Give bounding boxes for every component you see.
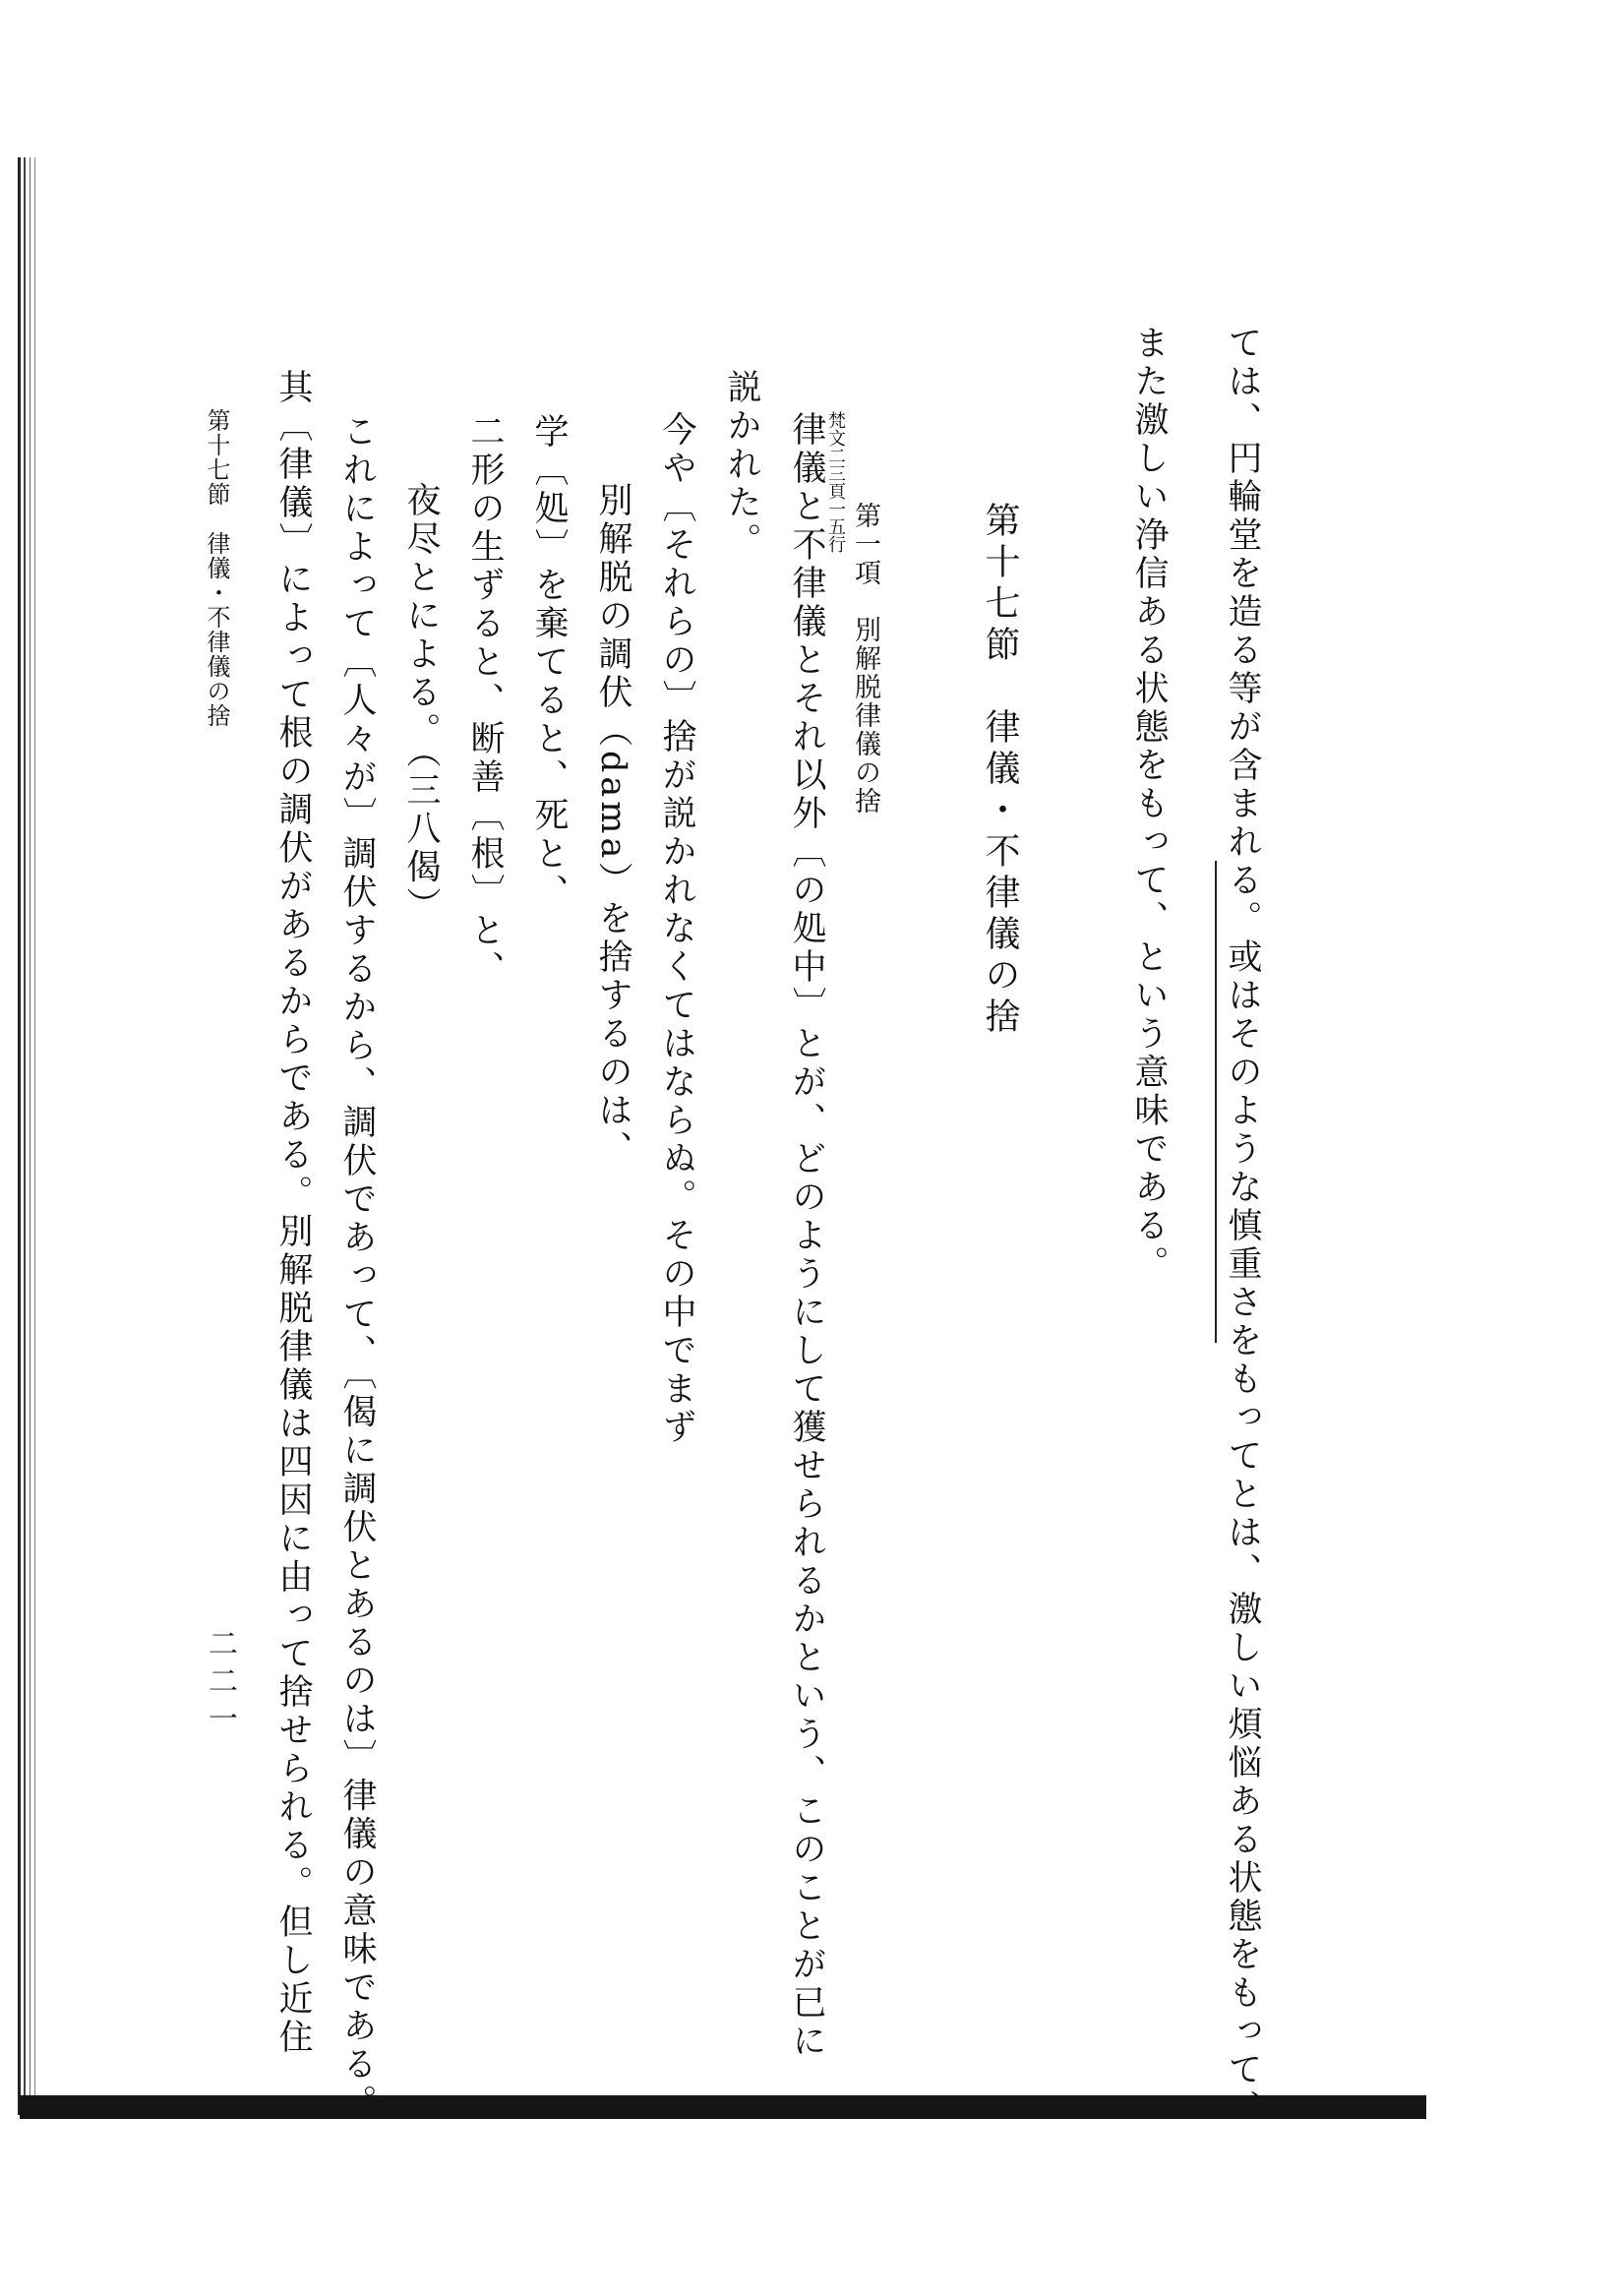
text-line: 今や〔それらの〕捨が説かれなくてはならぬ。その中でまず (657, 411, 696, 1447)
verse-text: 学〔処〕を棄てると、死と、 (529, 413, 569, 912)
text-line: また激しい浄信ある状態をもって、という意味である。 (1129, 325, 1169, 1284)
verse-line-1 (595, 482, 630, 1169)
verse-sanskrit-term: dama (593, 751, 632, 863)
text-column-1 (1223, 325, 1262, 2128)
page-number-text: 二二一 (203, 1628, 237, 1740)
verse-line-2 (529, 413, 569, 912)
verse-text: 別解脱の調伏（ (593, 482, 632, 751)
subsection-heading (852, 502, 878, 816)
verse-line-4 (401, 482, 441, 926)
text-column-3 (787, 411, 826, 2061)
source-reference (826, 411, 844, 553)
bottom-rule (20, 2095, 1426, 2119)
verse-line-3 (465, 413, 505, 989)
text-column-7 (273, 369, 313, 2057)
text-line: 其〔律儀〕によって根の調伏があるからである。別解脱律儀は四因に由って捨せられる。但し近住 (273, 369, 313, 2057)
text-line: 律儀と不律儀とそれ以外〔の処中〕とが、どのようにして獲せられるかという、このことが已に (787, 411, 826, 2061)
verse-text: 二形の生ずると、断善〔根〕と、 (465, 413, 505, 989)
verse-text: ）を捨するのは、 (593, 862, 632, 1170)
section-title: 第十七節 律儀・不律儀の捨 (980, 502, 1020, 1039)
text-line: ては、円輪堂を造る等が含まれる。或はそのような慎重さをもってとは、激しい煩悩ある状態をもって、 (1223, 325, 1262, 2128)
text-column-5 (657, 411, 696, 1447)
text-column-6 (337, 413, 377, 2123)
running-head (205, 408, 228, 728)
verse-text: 夜尽とによる。（三八偈） (401, 482, 441, 926)
text-line: これによって〔人々が〕調伏するから、調伏であって、〔偈に調伏とあるのは〕律儀の意味である。 (337, 413, 377, 2123)
margin-side-line (1215, 861, 1217, 1343)
text-column-2 (1129, 325, 1169, 1284)
section-heading (980, 502, 1020, 1039)
page-edge-lines (18, 157, 43, 2115)
running-head-text: 第十七節 律儀・不律儀の捨 (203, 408, 230, 728)
reference-text: 梵文二三頁一五行 (825, 411, 846, 553)
subsection-title: 第一項 別解脱律儀の捨 (850, 502, 880, 816)
text-column-4 (722, 369, 761, 561)
page-number (203, 1628, 237, 1740)
text-line: 説かれた。 (722, 369, 761, 561)
